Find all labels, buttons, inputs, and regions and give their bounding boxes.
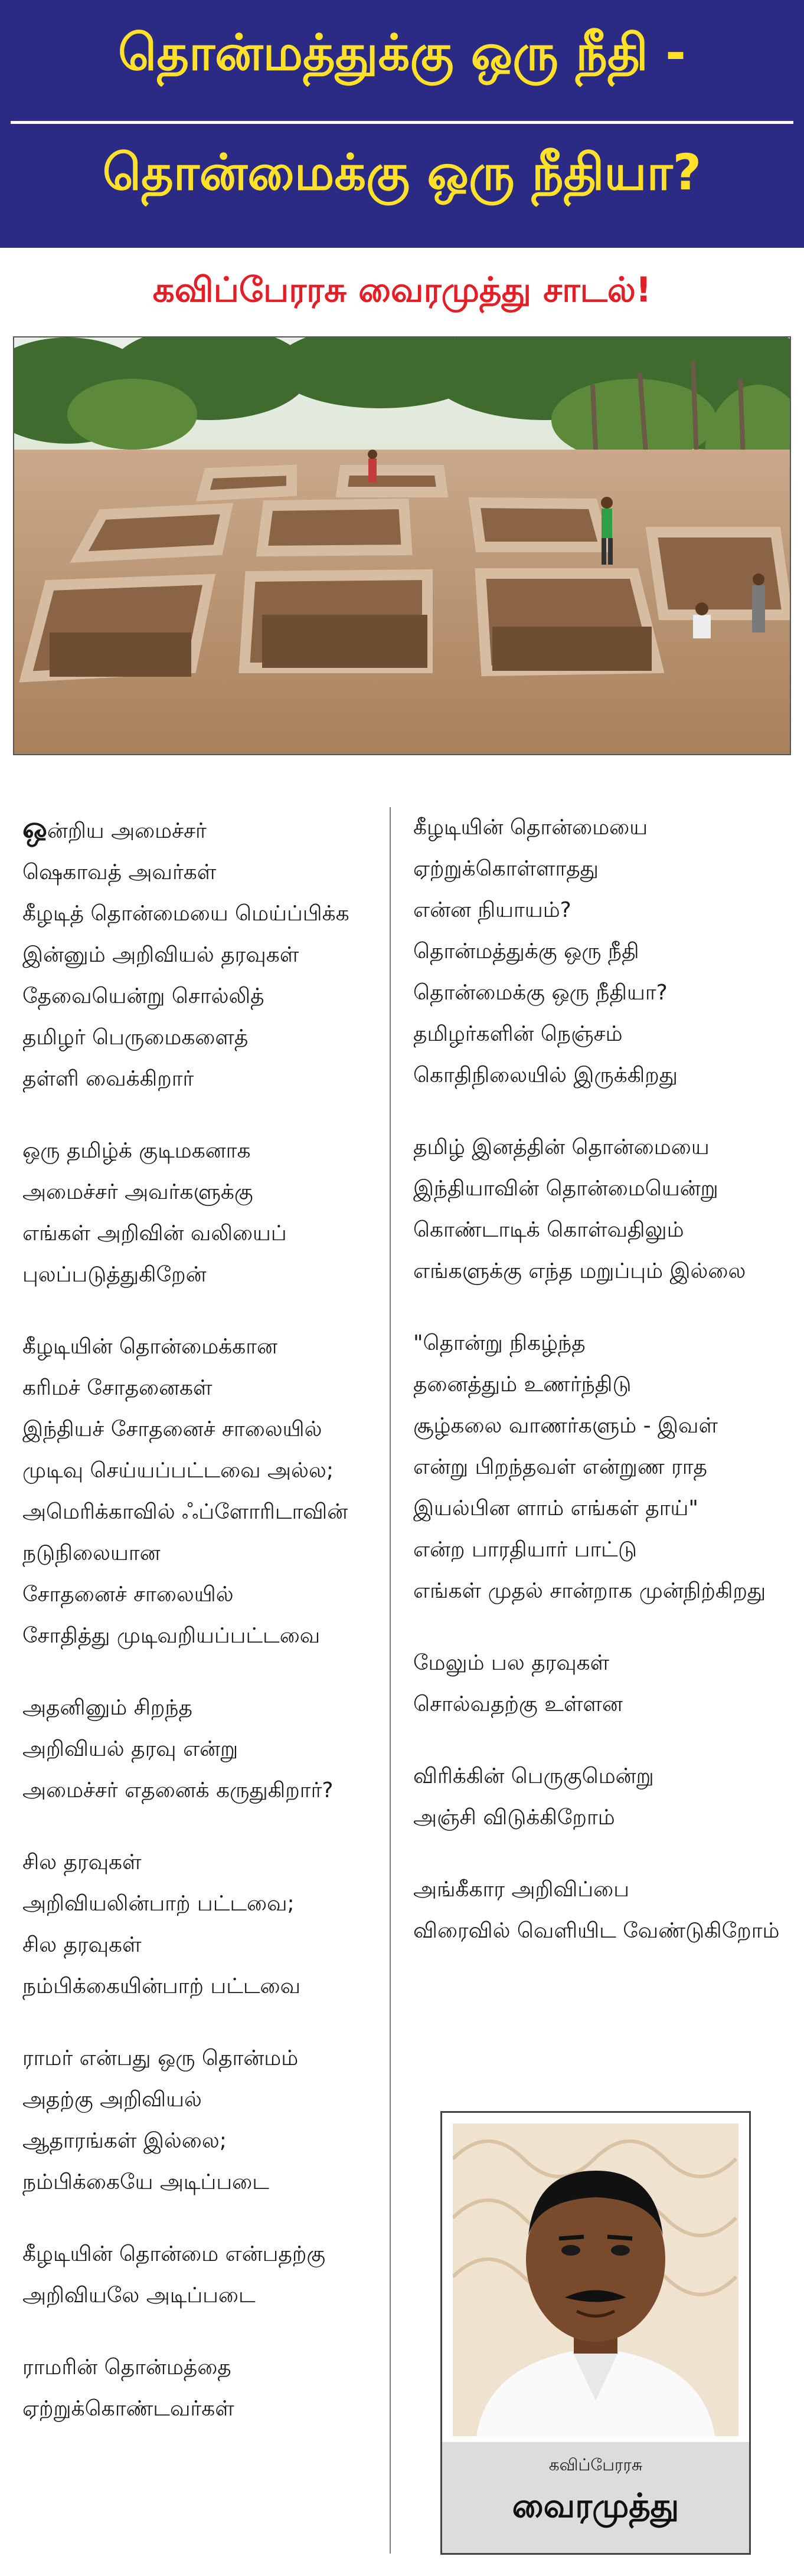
- poem-line: என்ற பாரதியார் பாட்டு: [413, 1538, 637, 1562]
- poem-line: அமெரிக்காவில் ஃப்ளோரிடாவின்: [22, 1500, 348, 1524]
- headline-divider: [11, 121, 793, 124]
- portrait-photo: [453, 2123, 738, 2436]
- poet-name: வைரமுத்து: [512, 2487, 679, 2525]
- stanza: [22, 2038, 377, 2203]
- poem-line: எங்கள் அறிவின் வலியைப்: [22, 1221, 287, 1246]
- poem-line: தேவையென்று சொல்லித்: [22, 984, 264, 1008]
- poem-line: நடுநிலையான: [22, 1541, 161, 1565]
- poem-line: சோதித்து முடிவறியப்பட்டவை: [22, 1624, 321, 1648]
- stanza: [413, 1323, 791, 1612]
- poem-line: கொதிநிலையில் இருக்கிறது: [413, 1063, 678, 1087]
- stanza: [22, 1326, 377, 1657]
- poem-line: ஏற்றுக்கொள்ளாதது: [413, 857, 599, 881]
- poem-line: கீழடியின் தொன்மை என்பதற்கு: [22, 2242, 326, 2266]
- poem-line: நம்பிக்கையின்பாற் பட்டவை: [22, 1974, 301, 1998]
- poem-line: கீழடியின் தொன்மையை: [413, 815, 648, 840]
- column-divider: [390, 807, 391, 2554]
- poem-line: தள்ளி வைக்கிறார்: [22, 1067, 194, 1091]
- headline-line-1: தொன்மத்துக்கு ஒரு நீதி -: [118, 24, 686, 81]
- poem-line: தொன்மைக்கு ஒரு நீதியா?: [413, 981, 668, 1005]
- poem-line: அறிவியலின்பாற் பட்டவை;: [22, 1892, 295, 1916]
- poem-column-right: [413, 807, 791, 1982]
- poem-column-left: [22, 807, 377, 2460]
- subheadline: கவிப்பேரரசு வைரமுத்து சாடல்!: [152, 270, 652, 310]
- stanza: [22, 1842, 377, 2007]
- stanza: [413, 807, 791, 1096]
- poem-line: தொன்மத்துக்கு ஒரு நீதி: [413, 939, 639, 963]
- poem-line: நம்பிக்கையே அடிப்படை: [22, 2170, 269, 2194]
- poem-line: இந்தியச் சோதனைச் சாலையில்: [22, 1417, 322, 1441]
- poem-line: இன்னும் அறிவியல் தரவுகள்: [22, 943, 299, 967]
- poem-line: புலப்படுத்துகிறேன்: [22, 1263, 207, 1287]
- stanza: [413, 1756, 791, 1838]
- poem-line: மேலும் பல தரவுகள்: [413, 1651, 610, 1675]
- poem-line: அமைச்சர் அவர்களுக்கு: [22, 1180, 253, 1204]
- headline-line-2: தொன்மைக்கு ஒரு நீதியா?: [102, 143, 702, 201]
- poem-line: கீழடியின் தொன்மைக்கான: [22, 1335, 277, 1359]
- poem-line: முடிவு செய்யப்பட்டவை அல்ல;: [22, 1459, 334, 1483]
- excavation-site-photo: [13, 336, 791, 755]
- poem-line: இந்தியாவின் தொன்மையென்று: [413, 1176, 718, 1201]
- stanza: [413, 1643, 791, 1725]
- poem-line: ராமரின் தொன்மத்தை: [22, 2355, 231, 2380]
- poem-line: கொண்டாடிக் கொள்வதிலும்: [413, 1218, 684, 1242]
- poem-line: தமிழர் பெருமைகளைத்: [22, 1025, 249, 1050]
- poem-line: எங்கள் முதல் சான்றாக முன்நிற்கிறது: [413, 1579, 766, 1603]
- stanza: [413, 1127, 791, 1292]
- poem-line: அங்கீகார அறிவிப்பை: [413, 1877, 630, 1902]
- poem-line: அறிவியல் தரவு என்று: [22, 1737, 238, 1761]
- poet-portrait-box: [440, 2111, 751, 2555]
- drop-cap: ஒ: [22, 811, 47, 845]
- poem-line: ஏற்றுக்கொண்டவர்கள்: [22, 2397, 234, 2421]
- poem-line: கீழடித் தொன்மையை மெய்ப்பிக்க: [22, 902, 349, 926]
- poet-title: கவிப்பேரரசு: [548, 2455, 643, 2475]
- poem-line: அதனினும் சிறந்த: [22, 1696, 192, 1720]
- poem-line: அஞ்சி விடுக்கிறோம்: [413, 1805, 615, 1830]
- poem-line: இயல்பின ளாம் எங்கள் தாய்": [413, 1496, 698, 1520]
- poem-line: சூழ்கலை வாணர்களும் - இவள்: [413, 1414, 718, 1438]
- poet-caption: [442, 2442, 749, 2553]
- poem-line: அதற்கு அறிவியல்: [22, 2087, 202, 2112]
- poem-line: எங்களுக்கு எந்த மறுப்பும் இல்லை: [413, 1259, 746, 1283]
- stanza: [413, 1869, 791, 1952]
- stanza: [22, 1687, 377, 1811]
- poem-line: ராமர் என்பது ஒரு தொன்மம்: [22, 2046, 299, 2070]
- poem-line: ன்றிய அமைச்சர்: [47, 819, 207, 843]
- stanza: [22, 2234, 377, 2316]
- headline-banner: [0, 0, 804, 248]
- poem-line: அறிவியலே அடிப்படை: [22, 2283, 256, 2308]
- poem-line: ஷெகாவத் அவர்கள்: [22, 860, 217, 884]
- stanza: [22, 1130, 377, 1296]
- poem-line: சில தரவுகள்: [22, 1933, 142, 1957]
- poem-line: தனைத்தும் உணர்ந்திடு: [413, 1372, 632, 1397]
- poem-line: என்ன நியாயம்?: [413, 898, 571, 922]
- poem-line: விரைவில் வெளியிட வேண்டுகிறோம்: [413, 1919, 780, 1943]
- poem-line: "தொன்று நிகழ்ந்த: [413, 1331, 586, 1355]
- poem-line: தமிழர்களின் நெஞ்சம்: [413, 1022, 623, 1046]
- poem-line: ஆதாரங்கள் இல்லை;: [22, 2129, 227, 2153]
- poem-line: தமிழ் இனத்தின் தொன்மையை: [413, 1135, 710, 1159]
- poem-line: சில தரவுகள்: [22, 1850, 142, 1874]
- poem-line: சொல்வதற்கு உள்ளன: [413, 1692, 623, 1716]
- poem-line: விரிக்கின் பெருகுமென்று: [413, 1764, 654, 1788]
- poem-line: சோதனைச் சாலையில்: [22, 1582, 234, 1607]
- stanza: [22, 807, 377, 1100]
- stanza: [22, 2347, 377, 2430]
- poem-line: அமைச்சர் எதனைக் கருதுகிறார்?: [22, 1778, 334, 1802]
- poem-line: கரிமச் சோதனைகள்: [22, 1376, 213, 1400]
- poem-line: ஒரு தமிழ்க் குடிமகனாக: [22, 1139, 251, 1163]
- poem-line: என்று பிறந்தவள் என்றுண ராத: [413, 1455, 708, 1479]
